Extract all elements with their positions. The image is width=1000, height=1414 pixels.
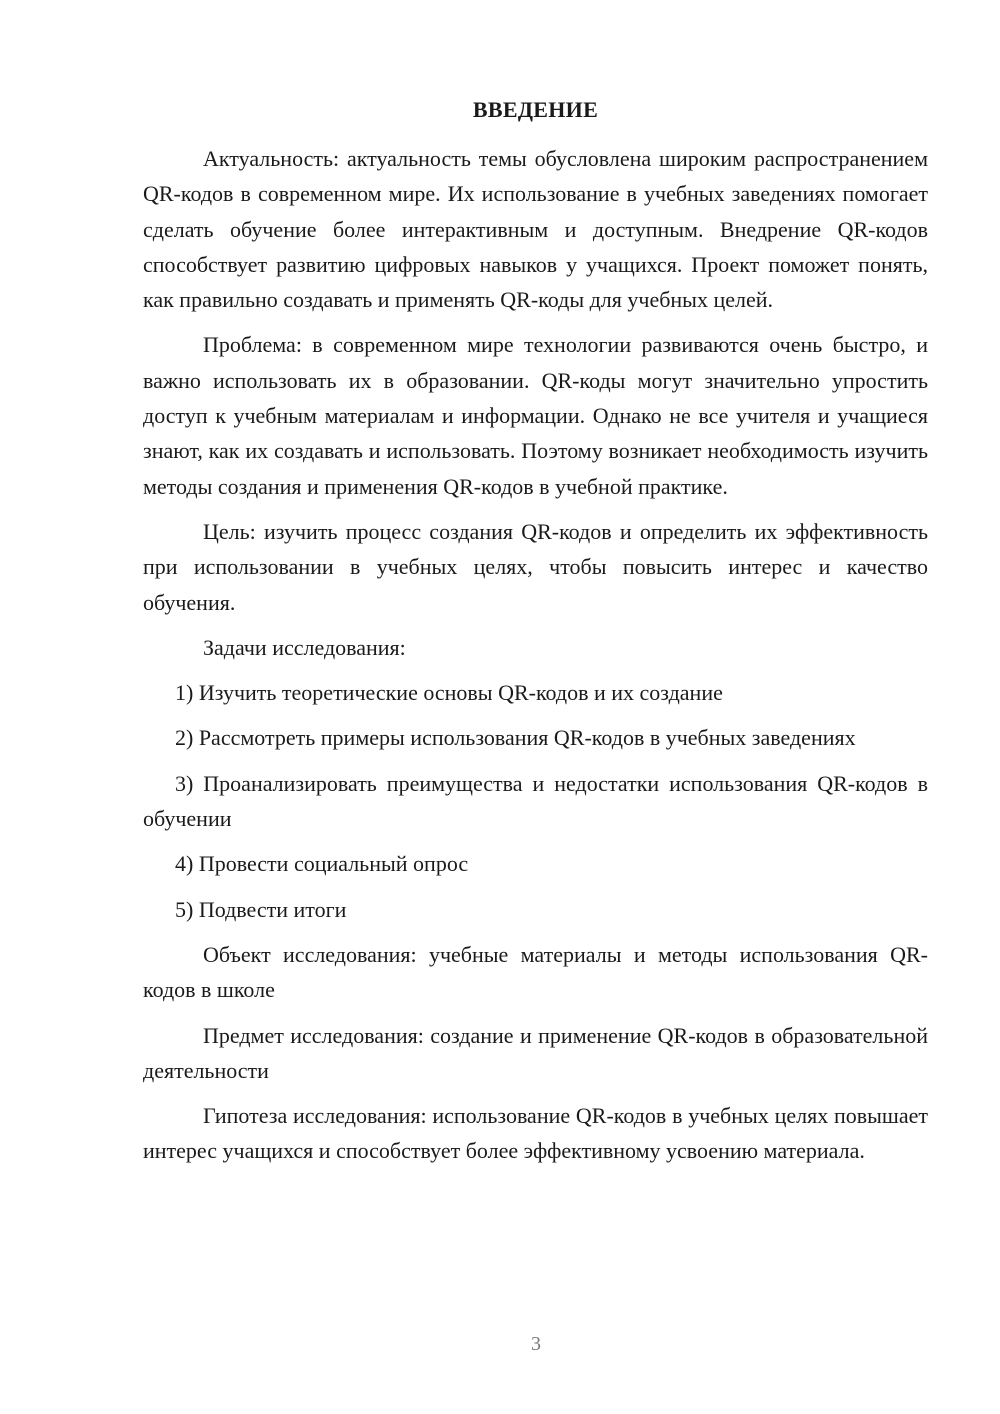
paragraph-subject: Предмет исследования: создание и применение QR-кодов в образовательной деятельности: [143, 1022, 928, 1083]
document-page: [143, 92, 928, 1179]
paragraph-hypothesis: Гипотеза исследования: использование QR-кодов в учебных целях повышает интерес учащихся и способствует более эффективному усвоению материала.: [143, 1103, 928, 1164]
paragraph-problem: Проблема: в современном мире технологии развиваются очень быстро, и важно использовать их в образовании. QR-коды могут значительно упростить доступ к учебным материалам и информации. Однако не все учителя и учащиеся знают, как их создавать и использовать. Поэтому возникает необходимость изучить методы создания и применения QR-кодов в учебной практике.: [143, 332, 928, 499]
paragraph-goal: Цель: изучить процесс создания QR-кодов и определить их эффективность при использовании в учебных целях, чтобы повысить интерес и качество обучения.: [143, 518, 928, 615]
page-number: 3: [531, 1333, 541, 1355]
task-item-3: 3) Проанализировать преимущества и недостатки использования QR-кодов в обучении: [143, 770, 928, 832]
task-item-1: 1) Изучить теоретические основы QR-кодов и их создание: [175, 680, 723, 706]
section-heading: ВВЕДЕНИЕ: [472, 97, 599, 122]
task-item-4: 4) Провести социальный опрос: [175, 851, 469, 877]
task-item-2: 2) Рассмотреть примеры использования QR-кодов в учебных заведениях: [175, 725, 856, 751]
paragraph-object: Объект исследования: учебные материалы и методы использования QR-кодов в школе: [143, 941, 928, 1003]
paragraph-relevance: Актуальность: актуальность темы обусловлена широким распространением QR-кодов в современном мире. Их использование в учебных заведениях помогает сделать обучение более интерактивным и доступным. Внедрение QR-кодов способствует развитию цифровых навыков у учащихся. Проект поможет понять, как правильно создавать и применять QR-коды для учебных целей.: [143, 146, 928, 313]
paragraph-tasks-heading: Задачи исследования:: [203, 634, 406, 660]
task-item-5: 5) Подвести итоги: [175, 896, 347, 922]
